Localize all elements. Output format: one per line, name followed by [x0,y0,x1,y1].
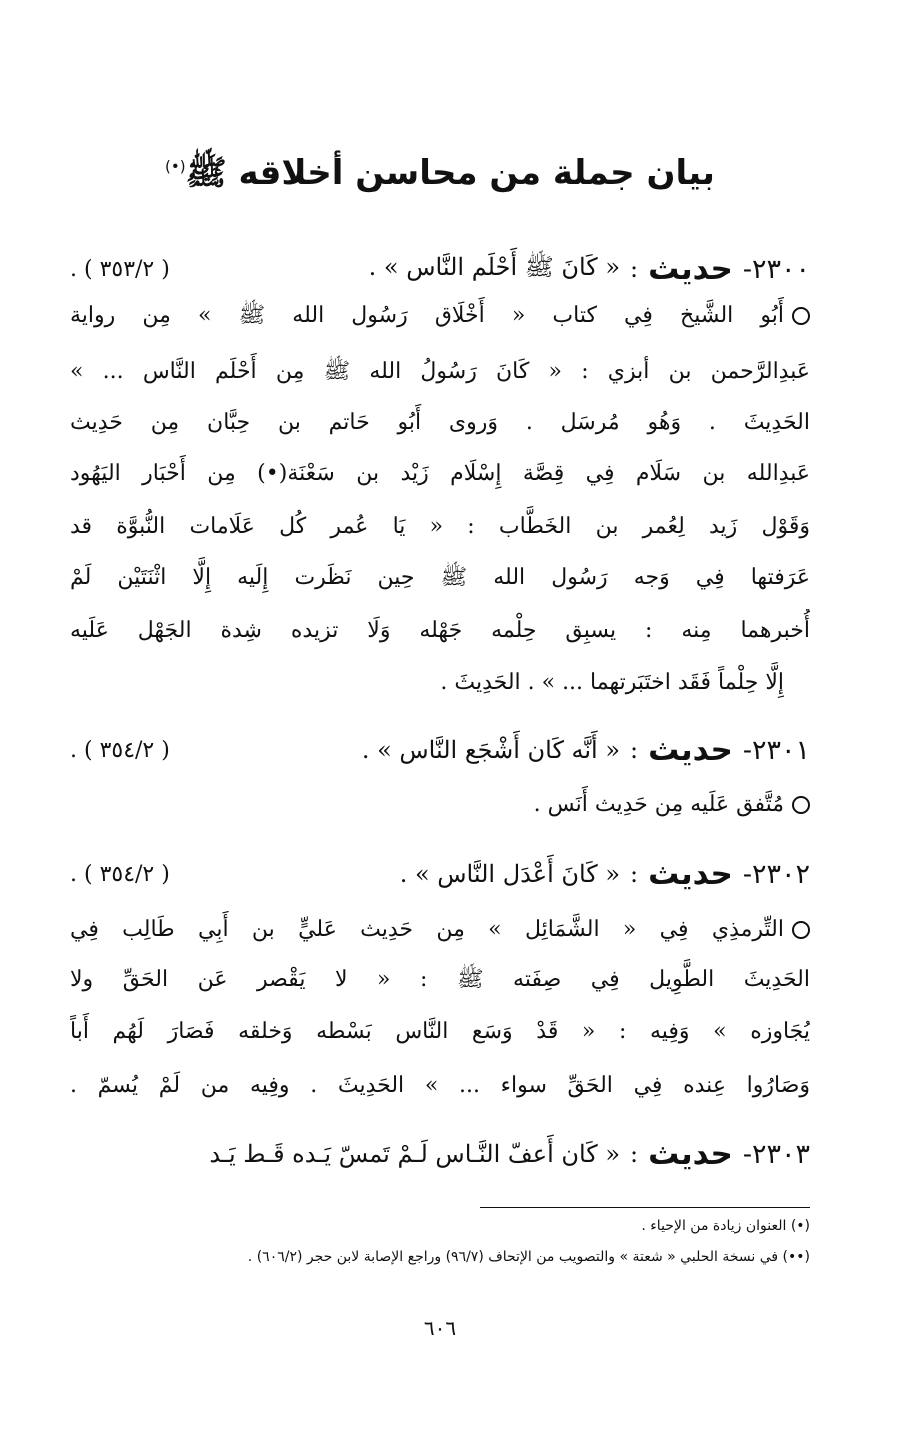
hadith-number: ٢٣٠٠- [742,253,810,285]
footnote-1: (•) العنوان زيادة من الإحياء . [641,1218,810,1234]
page-title [70,152,810,201]
commentary-line: الحَدِيثَ . وَهُو مُرسَل . وَروى أَبُو حَاتم بن حِبَّان مِن حَدِيث [70,410,810,435]
commentary-line: التِّرمذِي فِي « الشَّمَائِل » مِن حَدِيث عَليٍّ بن أَبِي طَالِب فِي [70,917,784,942]
commentary-line: أَبُو الشَّيخ فِي كتاب « أَخْلَاق رَسُول الله ﷺ » مِن رواية [70,303,784,328]
commentary-line: عَبدِالرَّحمن بن أبزي : « كَانَ رَسُولُ الله ﷺ مِن أَحْلَم النَّاس ... » [70,359,810,384]
hadith-text: « أَنَّه كَان أَشْجَع النَّاس » . [361,736,621,764]
hadith-text: « كَان أَعفّ النَّـاس لَـمْ تَمسّ يَـده قَـط يَـد [209,1140,621,1168]
footnote-2: (••) في نسخة الحلبي « شعتة » والتصويب من الإتحاف (٩٦/٧) وراجع الإصابة لابن حجر (٦٠٦/٢) . [247,1249,810,1265]
hadith-reference: ( ٣٥٤/٢ ) . [70,737,170,763]
commentary-line: وَصَارُوا عِنده فِي الحَقِّ سواء ... » الحَدِيثَ . وفِيه من لَمْ يُسمّ . [70,1073,810,1098]
hadith-heading-2303 [70,1132,810,1176]
hadith-label: حديث [648,732,733,768]
commentary-line: الحَدِيثَ الطَّوِيل فِي صِفَته ﷺ : « لا يَقْصر عَن الحَقِّ ولا [70,967,810,992]
hadith-reference: ( ٣٥٤/٢ ) . [70,861,170,887]
circle-bullet-icon [792,307,810,325]
commentary-line: أُخبرهما مِنه : يسبِق حِلْمه جَهْله وَلَا تزيده شِدة الجَهْل عَلَيه [70,618,810,643]
circle-bullet-icon [792,921,810,939]
title-text: بيان جملة من محاسن أخلاقه ﷺ [185,153,715,193]
hadith-label: حديث [648,856,733,892]
hadith-label: حديث [648,1136,733,1172]
hadith-text: « كَانَ ﷺ أَحْلَم النَّاس » . [368,252,621,281]
hadith-heading-2302 [70,852,810,896]
hadith-separator: : [630,736,639,764]
hadith-separator: : [630,255,639,283]
commentary-line: وَقَوْل زَيد لِعُمر بن الخَطَّاب : « يَا عُمر كُل عَلَامات النُّبوَّة قد [70,514,810,539]
commentary-line: يُجَاوزه » وَفِيه : « قَدْ وَسَع النَّاس بَسْطه وَخلقه فَصَارَ لَهُم أَباً [70,1019,810,1044]
hadith-number: ٢٣٠١- [742,734,810,766]
commentary-line: عَرَفتها فِي وَجه رَسُول الله ﷺ حِين نَظَرت إِلَيه إِلَّا اثْنَتَيْن لَمْ [70,565,810,590]
hadith-text: « كَانَ أَعْدَل النَّاس » . [399,860,621,888]
page-number: ٦٠٦ [423,1316,457,1340]
footnote-divider [480,1207,810,1208]
hadith-heading-2300 [70,247,810,291]
hadith-heading-2301 [70,728,810,772]
hadith-reference: ( ٣٥٣/٢ ) . [70,256,170,282]
hadith-separator: : [630,1140,639,1168]
hadith-label: حديث [648,251,733,287]
page [70,0,810,1437]
hadith-number: ٢٣٠٣- [742,1138,810,1170]
circle-bullet-icon [792,796,810,814]
hadith-number: ٢٣٠٢- [742,858,810,890]
commentary-line: عَبدِالله بن سَلَام فِي قِصَّة إِسْلَام زَيْد بن سَعْنَة(•) مِن أَحْبَار اليَهُود [70,461,810,486]
commentary-line: إِلَّا حِلْماً فَقَد اختَبَرتهما ... » . الحَدِيثَ . [440,670,784,695]
hadith-separator: : [630,860,639,888]
commentary-line: مُتَّفق عَلَيه مِن حَدِيث أَنَس . [533,792,784,817]
title-footnote-marker: (•) [165,157,186,176]
